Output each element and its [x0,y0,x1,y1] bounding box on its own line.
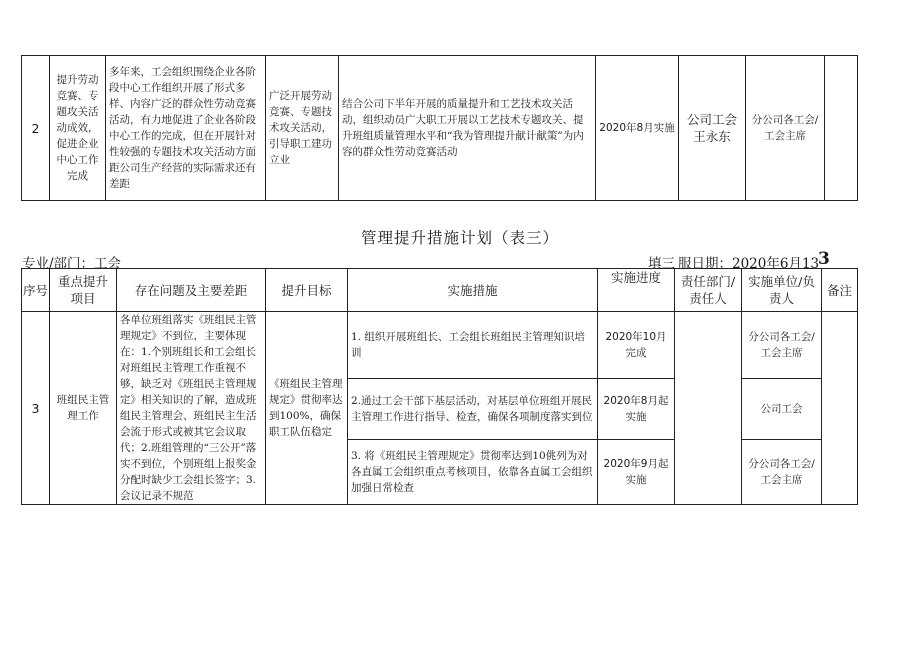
header-measure: 实施措施 [348,269,598,312]
plan-table-upper [21,55,858,201]
progress-item: 2020年9月起实施 [598,439,675,504]
problem-cell: 各单位班组落实《班组民主管理规定》不到位，主要体现在：1.个别班组长和工会组长对班组民主管理工作重视不够，缺乏对《班组民主管理规定》相关知识的了解，造成班组民主管理会、班组民主生活会流于形式或被其它会议取代；2.班组管理的“三公开”落实不到位，个别班组上报奖金分配时缺少工会组长签字；3.会议记录不规范 [117,312,266,505]
header-progress: 实施进度 [598,269,675,312]
page-mark: 3 [818,249,830,269]
unit-item: 分公司各工会/工会主席 [742,312,822,379]
table-row [22,312,858,379]
plan-table-lower [21,268,858,505]
header-problem: 存在问题及主要差距 [117,269,266,312]
measure-item: 3. 将《班组民主管理规定》贯彻率达到10佻列为对各直属工会组织重点考核项目，依靠各直属工会组织加强日常检查 [348,439,598,504]
fill-label: 填三 [648,256,675,272]
key-item-cell: 班组民主管理工作 [50,312,117,505]
header-goal: 提升目标 [266,269,348,312]
progress-cell: 2020年8月实施 [596,56,679,201]
key-item-cell: 提升劳动竞赛、专题攻关活动成效，促进企业中心工作完成 [50,56,106,201]
measure-item: 1. 组织开展班组长、工会组长班组民主管理知识培训 [348,312,598,379]
row-index: 3 [22,312,50,505]
table-row [22,56,858,201]
note-cell [822,312,858,505]
fill-date: 服日期：2020年6月13 [678,256,820,272]
measure-item: 2.通过工会干部下基层活动，对基层单位班组开展民主管理工作进行指导、检查，确保各项制度落实到位 [348,379,598,440]
header-unit: 实施单位/负责人 [742,269,822,312]
unit-cell: 分公司各工会/工会主席 [746,56,825,201]
note-cell [825,56,858,201]
progress-item: 2020年8月起实施 [598,379,675,440]
row-index: 2 [22,56,50,201]
goal-cell: 广泛开展劳动竞赛、专题技术攻关活动，引导职工建功立业 [266,56,339,201]
department-label: 专业/部门：工会 [22,256,122,272]
header-index: 序号 [22,269,50,312]
header-note: 备注 [822,269,858,312]
progress-item: 2020年10月完成 [598,312,675,379]
goal-cell: 《班组民主管理规定》贯彻率达到100%，确保职工队伍稳定 [266,312,348,505]
unit-item: 分公司各工会/工会主席 [742,439,822,504]
problem-cell: 多年来，工会组织围绕企业各阶段中心工作组织开展了形式多样、内容广泛的群众性劳动竞赛活动，有力地促进了企业各阶段中心工作的完成，但在开展针对性较强的专题技术攻关活动方面距公司生产经营的实际需求还有差距 [106,56,266,201]
measure-cell: 结合公司下半年开展的质量提升和工艺技术攻关活动，组织动员广大职工开展以工艺技术专题攻关、提升班组质量管理水平和“我为管理提升献计献策”为内容的群众性劳动竞赛活动 [339,56,596,201]
unit-item: 公司工会 [742,379,822,440]
header-key-item: 重点提升项目 [50,269,117,312]
responsible-cell [675,312,742,505]
table-header-row [22,269,858,312]
header-responsible: 责任部门/责任人 [675,269,742,312]
responsible-cell: 公司工会王永东 [679,56,746,201]
page-title: 管理提升措施计划（表三） [360,229,559,247]
